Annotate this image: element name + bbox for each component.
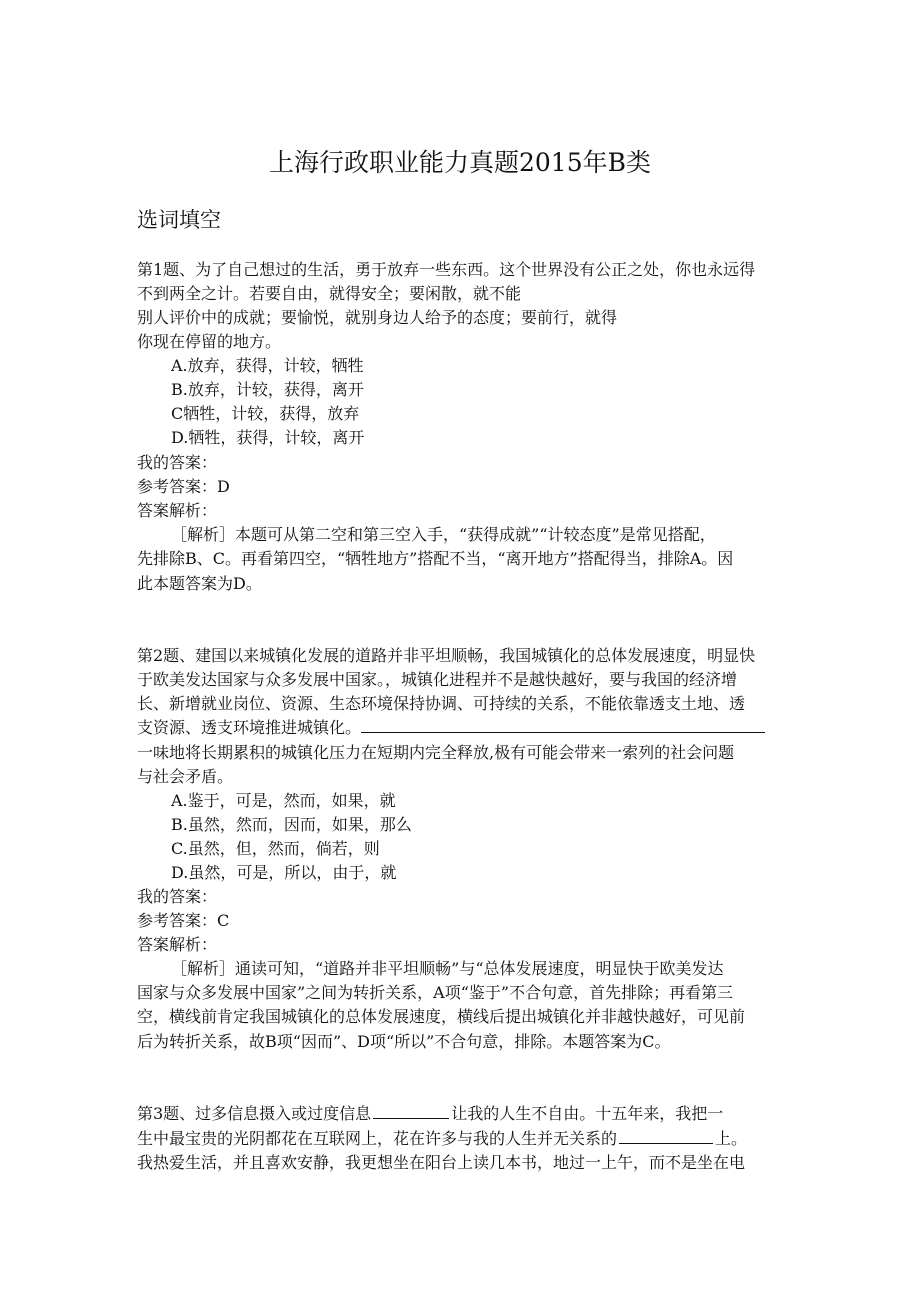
q1-option-b: B.放弃，计较，获得，离开 [171,380,364,399]
q3-text: 上。 [715,1129,748,1148]
q3-stem-line [137,1127,787,1151]
q1-option-a: A.放弃，获得，计较，牺牲 [171,356,364,375]
q1-option-d: D.牺牲，获得，计较，离开 [171,428,365,447]
q2-stem-line: 长、新增就业岗位、资源、生态环境保持协调、可持续的关系，不能依靠透支土地、透 [137,694,746,713]
q2-option-a: A.鉴于，可是，然而，如果，就 [171,791,396,810]
q1-analysis-label: 答案解析： [137,501,218,520]
q2-stem-line [137,716,787,740]
q2-stem-line: 第2题、建国以来城镇化发展的道路并非平坦顺畅，我国城镇化的总体发展速度，明显快 [137,646,756,665]
q2-stem-line: 与社会矛盾。 [137,767,234,786]
q2-stem-text: 支资源、透支环境推进城镇化。 [137,718,362,737]
q2-stem-line: 于欧美发达国家与众多发展中国家。，城镇化进程并不是越快越好，要与我国的经济增 [137,670,738,689]
q3-text: 第3题、过多信息摄入或过度信息 [137,1104,372,1123]
section-heading: 选词填空 [137,208,221,232]
q2-reference-answer: 参考答案：C [137,911,230,930]
q1-stem-line: 别人评价中的成就；要愉悦，就别身边人给予的态度；要前行，就得 [137,308,618,327]
q1-stem-line: 你现在停留的地方。 [137,332,282,351]
q3-stem-line [137,1102,787,1126]
q1-stem-line: 第1题、为了自己想过的生活，勇于放弃一些东西。这个世界没有公正之处，你也永远得 [137,260,756,279]
q2-option-b: B.虽然，然而，因而，如果，那么 [171,815,412,834]
q2-analysis-line: 空，横线前肯定我国城镇化的总体发展速度，横线后提出城镇化并非越快越好，可见前 [137,1007,746,1026]
q3-text: 生中最宝贵的光阴都花在互联网上，花在许多与我的人生并无关系的 [137,1129,618,1148]
q3-stem-line: 我热爱生活，并且喜欢安静，我更想坐在阳台上读几本书，地过一上午，而不是坐在电 [137,1153,746,1172]
q2-analysis-label: 答案解析： [137,935,218,954]
q2-my-answer: 我的答案： [137,887,218,906]
q1-my-answer: 我的答案： [137,453,218,472]
document-title: 上海行政职业能力真题2015年B类 [269,148,651,177]
q2-option-d: D.虽然，可是，所以，由于，就 [171,863,397,882]
q1-stem-line: 不到两全之计。若要自由，就得安全；要闲散，就不能 [137,284,522,303]
fill-blank [361,718,765,733]
q2-analysis-line: 国家与众多发展中国家”之间为转折关系，A项“鉴于”不合句意，首先排除；再看第三 [137,983,734,1002]
q2-analysis-line: ［解析］通读可知，“道路并非平坦顺畅”与“总体发展速度，明显快于欧美发达 [171,959,724,978]
q1-option-c: C牺牲，计较，获得，放弃 [171,404,360,423]
q1-analysis-line: ［解析］本题可从第二空和第三空入手，“获得成就”“计较态度”是常见搭配， [171,525,716,544]
q1-reference-answer: 参考答案：D [137,477,230,496]
q3-text: 让我的人生不自由。十五年来，我把一 [451,1104,724,1123]
q2-stem-line: 一味地将长期累积的城镇化压力在短期内完全释放,极有可能会带来一索列的社会问题 [137,743,735,762]
fill-blank [619,1129,713,1144]
q1-analysis-line: 先排除B、C。再看第四空，“牺牲地方”搭配不当，“离开地方”搭配得当，排除A。因 [137,549,734,568]
q2-analysis-line: 后为转折关系，故B项“因而”、D项“所以”不合句意，排除。本题答案为C。 [137,1032,671,1051]
fill-blank [373,1104,449,1119]
q2-option-c: C.虽然，但，然而，倘若，则 [171,839,380,858]
q1-analysis-line: 此本题答案为D。 [137,574,262,593]
